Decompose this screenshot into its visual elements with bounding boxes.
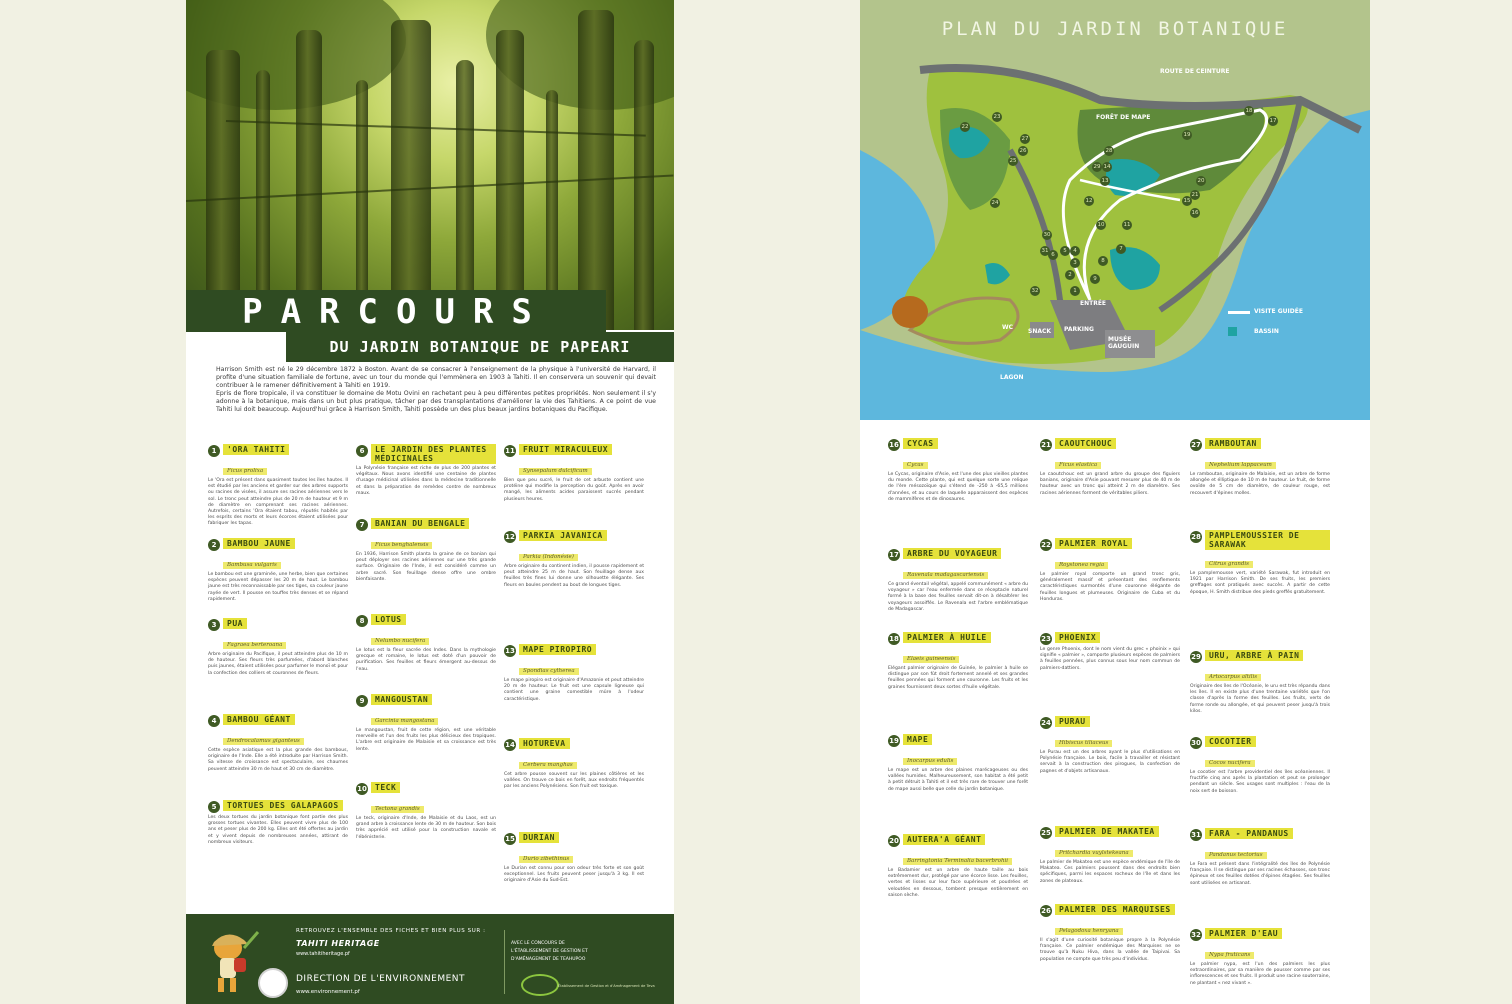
plant-entry [1190,736,1330,795]
entry-scientific-name: Nypa fruticans [1205,952,1254,959]
entry-description: Le palmier de Makatea est une espèce endémique de l'île de Makatea. Ces palmiers poussent dans des endroits bien spécifiques, parmi les espaces rocheux de l'île et dans les zones de plateaux. [1040,860,1181,884]
entry-number-badge: 15 [505,835,515,843]
entry-number-badge: 25 [1041,829,1051,837]
entry-description: Le cocotier est l'arbre providentiel des îles océaniennes. Il fructifie cinq ans après la plantation et peut se prolonger pendant un siècle. Ses usages sont multiples : l'eau de la noix sert de boisson. [1190,770,1330,794]
entry-name: AUTERA'A GÉANT [903,834,985,845]
footer-retrouvez: RETROUVEZ L'ENSEMBLE DES FICHES ET BIEN PLUS SUR : [296,928,486,934]
entry-number-badge: 32 [1191,931,1201,939]
entry-description: Bien que peu sucré, le fruit de cet arbuste contient une protéine qui modifie la perception du goût. Après en avoir mangé, les aliments acides paraissent sucrés pendant plusieurs heures. [504,478,644,502]
entry-header [208,618,348,631]
map-title: PLAN DU JARDIN BOTANIQUE [941,18,1289,40]
entry-description: Le mape est un arbre des plaines marécageuses ou des vallées humides. Malheureusement, son habitat a été petit à petit détruit à Tahiti et il est très rare de trouver une forêt de mape aussi belle que celle du jardin botanique. [888,768,1028,792]
plant-entry [1190,530,1330,596]
entry-description: La Polynésie française est riche de plus de 200 plantes et végétaux. Nous avons identifié une centaine de plantes d'usage médicinal utilisées dans la médecine traditionnelle et dans la préparation de remèdes contre de nombreux maux. [356,466,496,496]
entry-name: BAMBOU GÉANT [223,714,295,725]
plant-entry [888,632,1028,691]
entry-scientific-name: Roystonea regia [1055,562,1108,569]
entry-number-badge: 13 [505,647,515,655]
entry-number-badge: 7 [356,519,368,531]
map-marker: 9 [1090,274,1100,284]
entry-header [888,438,1028,451]
plant-entry [504,832,644,885]
entry-scientific-name: Artocarpus altilis [1205,674,1261,681]
entry-description: Arbre originaire du continent indien, il pousse rapidement et peut atteindre 25 m de haut. Son feuillage dense aux feuilles très fines lui donne une silhouette élégante. Ses fleurs en boules pendent au bout de longues tiges. [504,564,644,588]
entry-description: Le Cycas, originaire d'Asie, est l'une des plus vieilles plantes du monde. Cette plante, qui est quelque sorte une relique de l'ère mésozoïque qui s'étend de -250 à -65,5 millions d'années, et au cours de laquelle apparaissent des espèces de mammifères et de dinosaures. [888,472,1028,502]
map-marker: 26 [1019,148,1027,154]
entry-header [208,800,348,813]
tree-trunk [496,30,524,330]
tree-trunk [296,30,322,330]
footer-divider [504,930,505,994]
entry-description: Le 'Ora est présent dans quasiment toutes les îles hautes. Il est étudié par les anciens et garder sur des arbres supports ou racines de visées, il assure ses racines aériennes vers le sol. Le tronc peut atteindre plus de 20 m de hauteur et 9 m de diamètre en comprenant ses racines aériennes. Autrefois, certains 'Ora étaient tabou, réputés habités par les esprits des morts et leurs écorces étaient utilisées pour fabriquer les tapas. [208,478,348,527]
entry-name: PURAU [1055,716,1090,727]
entry-scientific-name: Pandanus tectorius [1205,852,1267,859]
entry-name: PALMIER DES MARQUISES [1055,904,1175,915]
entry-name: TECK [371,782,400,793]
entry-number-badge: 4 [208,715,220,727]
map-marker: 22 [961,124,969,130]
entry-header [1190,828,1330,841]
map-drawing [860,0,1370,420]
entry-scientific-name: Spondias cytherea [519,668,579,675]
entry-description: Arbre originaire du Pacifique, il peut atteindre plus de 10 m de hauteur. Ses fleurs très parfumées, d'abord blanches puis jaunes, étaient utilisées pour parfumer le monoï et pour la confection des colliers et couronnes de fleurs. [208,652,348,676]
entry-description: Le Purau est un des arbres ayant le plus d'utilisations en Polynésie française. Le bois, facile à travailler et résistant servait à la construction des pirogues, la confection de pagnes et d'objets artisanaux. [1040,750,1180,774]
plant-entry [356,444,496,497]
entry-scientific-name: Nephelium lappaceum [1205,462,1276,469]
entry-header [504,444,644,457]
entry-description: Originaire des îles de l'Océanie, le uru est très répandu dans les îles. Il en existe plus d'une trentaine variétés que l'on classe d'après la forme des feuilles. Les fruits, verts de forme ronde ou allongée, et qui peuvent peser jusqu'à trois kilos. [1190,684,1330,714]
entry-name: LOTUS [371,614,406,625]
map-marker: 8 [1098,256,1108,266]
entry-name: PALMIER ROYAL [1055,538,1132,549]
entry-name: PHOENIX [1055,632,1100,643]
map-marker: 18 [1245,108,1253,114]
entry-scientific-name: Pelagodoxa henryana [1055,928,1123,935]
footer-env-url[interactable]: www.environnement.pf [296,989,360,995]
entry-name: ARBRE DU VOYAGEUR [903,548,1001,559]
footer-tahiti-heritage: TAHITI HERITAGE [296,939,380,948]
map-marker: 17 [1269,118,1277,124]
map-marker: 23 [993,114,1001,120]
poster-footer [186,914,674,1004]
entry-name: MAPE [903,734,932,745]
entry-header [504,832,644,845]
map-marker: 27 [1021,136,1029,142]
entry-header [1190,736,1330,749]
entry-header [1040,538,1180,551]
entry-header [1040,716,1180,729]
legend-guided-path-swatch [1228,311,1250,314]
legend-pool-swatch [1228,327,1237,336]
mascot-explorer-icon [204,928,260,998]
entry-description: Le palmier royal comporte un grand tronc gris, généralement massif et présentant des renflements caractéristiques surmontés d'une couronne élégante de feuilles longues et plumeuses. Originaire de Cuba et du Honduras. [1040,572,1180,602]
plant-entry [356,614,496,673]
entry-number-badge: 28 [1191,533,1201,541]
entry-scientific-name: Citrus grandis [1205,561,1253,568]
plant-entry [504,644,644,703]
entry-number-badge: 11 [505,447,515,455]
entry-number-badge: 3 [208,619,220,631]
entry-name: FARA - PANDANUS [1205,828,1293,839]
map-marker: 24 [991,200,999,206]
entry-number-badge: 22 [1041,541,1051,549]
entry-header [356,782,496,795]
entry-header [1190,438,1330,451]
entry-scientific-name: Elaeis guineensis [903,656,959,663]
plant-entry [356,782,496,841]
entry-scientific-name: Cycas [903,462,928,469]
partner-logo-icon [521,974,559,996]
entry-scientific-name: Hibiscus tiliaceus [1055,740,1112,747]
plant-entry [208,618,348,677]
map-marker: 13 [1101,178,1109,184]
entry-scientific-name: Tectona grandis [371,806,424,813]
entry-number-badge: 14 [505,741,515,749]
entry-name: MAPE PIROPIRO [519,644,596,655]
plant-entry [1190,438,1330,497]
entry-header [888,548,1028,561]
entry-scientific-name: Ficus benghalensis [371,542,432,549]
entry-number-badge: 1 [208,445,220,457]
plant-entry [1190,928,1330,987]
entry-description: Le mangoustan, fruit de cette région, est une véritable merveille et l'un des fruits les plus délicieux des tropiques. L'arbre est originaire de Malaisie et sa croissance est très lente. [356,728,496,752]
entry-header [1040,904,1180,917]
map-label-route: ROUTE DE CEINTURE [1160,68,1230,75]
entry-header [356,614,496,627]
entry-name: BAMBOU JAUNE [223,538,295,549]
entry-scientific-name: Cerbera manghas [519,762,577,769]
entry-header [356,694,496,707]
entry-header [888,834,1028,847]
plant-entry [1040,716,1180,775]
map-marker: 19 [1183,132,1191,138]
map-marker: 4 [1070,246,1080,256]
plant-entry [356,518,496,583]
entry-scientific-name: Nelumbo nucifera [371,638,429,645]
entry-name: PARKIA JAVANICA [519,530,607,541]
entry-scientific-name: Ficus elastica [1055,462,1101,469]
map-marker: 21 [1191,192,1199,198]
map-marker: 6 [1048,250,1058,260]
entry-description: Il s'agit d'une curiosité botanique propre à la Polynésie française. Ce palmier endémique des Marquises ne se trouve qu'à Nuku Hiva, dans la vallée de Taipivai. Sa population ne compte que très peu d'individus. [1040,938,1180,962]
map-label-foret: FORÊT DE MAPE [1096,114,1151,121]
entry-description: Le bambou est une graminée, une herbe, bien que certaines espèces peuvent dépasser les 20 m de haut. Le bambou jaune est très reconnaissable par ses tiges, sa couleur jaune rayée de vert. Il pousse en touffes très denses et se répand rapidement. [208,572,348,602]
tree-trunk [206,50,240,330]
plant-entry [888,548,1028,613]
map-marker: 10 [1097,222,1105,228]
map-marker: 30 [1043,232,1051,238]
map-marker: 1 [1070,286,1080,296]
partner-logo-text: Établissement de Gestion et d'Aménagement de Teva [558,984,655,988]
poster-subtitle: DU JARDIN BOTANIQUE DE PAPEARI [329,338,631,356]
entry-name: PALMIER À HUILE [903,632,991,643]
entry-number-badge: 2 [208,539,220,551]
tree-trunk [634,40,654,330]
map-marker: 12 [1085,198,1093,204]
entry-number-badge: 9 [356,695,368,707]
entry-number-badge: 29 [1191,653,1201,661]
entry-header [208,538,348,551]
entry-number-badge: 19 [889,737,899,745]
tree-trunk [391,20,431,330]
entry-header [1190,650,1330,663]
map-marker: 25 [1009,158,1017,164]
entry-description: Cet arbre pousse souvent sur les plaines côtières et les vallées. On trouve ce bois en forêt, aux endroits fréquentés par les anciens Polynésiens. Son fruit est toxique. [504,772,644,790]
map-marker: 2 [1065,270,1075,280]
entry-header [1190,530,1330,550]
entry-name: BANIAN DU BENGALE [371,518,469,529]
plant-entry [1190,828,1330,887]
entry-number-badge: 31 [1191,831,1201,839]
entry-number-badge: 18 [889,635,899,643]
map-marker: 29 [1093,164,1101,170]
entry-description: Ce grand éventail végétal, appelé communément « arbre du voyageur » car l'eau enfermée dans ce réceptacle naturel formé à la base des feuilles servait dit-on à désaltérer les voyageurs assoiffés. Le Ravenala est l'arbre emblématique de Madagascar. [888,582,1028,612]
plant-entry [1040,904,1180,963]
entry-header [504,738,644,751]
entry-name: PAMPLEMOUSSIER DE SARAWAK [1205,530,1330,550]
map-marker: 20 [1197,178,1205,184]
entry-description: Elégant palmier originaire de Guinée, le palmier à huile se distingue par son fût droit fortement annelé et ses grandes feuilles pennées qui forment une couronne. Les fruits et les graines fournissent deux sortes d'huile végétale. [888,666,1028,690]
entry-number-badge: 16 [889,441,899,449]
entry-header [1040,438,1180,451]
entry-number-badge: 30 [1191,739,1201,747]
intro-paragraph: Epris de flore tropicale, il va constituer le domaine de Motu Ovini en rachetant peu à peu différentes petites propriétés. Non seulement il s'y adonne à la botanique, mais dans un but plus pratique, tâcher par des transplantations d'améliorer la vie des Tahitiens. A ce point de vue Tahiti lui doit beaucoup. Aujourd'hui grâce à Harrison Smith, Tahiti possède un des plus beaux jardins botaniques du Pacifique. [216,390,656,414]
right-poster [860,0,1370,1004]
entry-header [1190,928,1330,941]
entry-name: PUA [223,618,247,629]
plant-entry [208,800,348,846]
plant-entry [208,444,348,528]
intro-text [216,366,656,415]
entry-number-badge: 12 [505,533,515,541]
map-label-entree: ENTRÉE [1080,300,1107,307]
map-label-parking: PARKING [1064,326,1094,333]
entry-description: Le Badamier est un arbre de haute taille au bois extrêmement dur, protégé par une écorce lisse. Les feuilles, vertes et lisses sur leur face supérieure et poudrées et veloutées en dessous, tombent presque entièrement en saison sèche. [888,868,1028,898]
plant-entry [1190,650,1330,715]
entry-description: Le genre Phoenix, dont le nom vient du grec « phoinix » qui signifie « palmier », comporte plusieurs espèces de palmiers à feuilles pennées, plus connus sous leur nom commun de palmiers-dattiers. [1040,647,1180,671]
entry-scientific-name: Barringtonia Terminalia bacerbrohii [903,858,1012,865]
entry-header [208,444,348,457]
entry-header [356,444,496,464]
entry-description: Le ramboutan, originaire de Malaisie, est un arbre de forme allongée et élliptique de 10 m de hauteur. Le fruit, de forme ovoïde de 5 cm de diamètre, de couleur rouge, est recouvert d'épines molles. [1190,472,1330,496]
map-marker: 7 [1116,244,1126,254]
entry-description: Le pamplemousse vert, variété Sarawak, fut introduit en 1921 par Harrison Smith. De ses fruits, les premiers greffages sont pratiqués avec succès. A partir de cette époque, H. Smith distribue des pieds greffés gratuitement. [1190,571,1330,595]
entry-name: URU, ARBRE À PAIN [1205,650,1303,661]
map-marker: 28 [1105,148,1113,154]
entry-scientific-name: Cocos nucifera [1205,760,1255,767]
entry-description: Le lotus est la fleur sacrée des Indes. Dans la mythologie grecque et romaine, le lotus est doté d'un pouvoir de purification. Ses feuilles et fleurs émergent au-dessus de l'eau. [356,648,496,672]
plant-entry [888,834,1028,899]
map-label-wc: WC [1002,324,1014,331]
entry-name: PALMIER DE MAKATEA [1055,826,1159,837]
footer-direction: DIRECTION DE L'ENVIRONNEMENT [296,974,466,984]
map-marker: 3 [1070,258,1080,268]
tree-trunk [578,10,614,330]
entry-header [356,518,496,531]
plant-entry [356,694,496,753]
plant-entry [1040,538,1180,603]
entry-scientific-name: Ficus prolixa [223,468,267,475]
entry-number-badge: 20 [889,837,899,845]
entry-name: DURIAN [519,832,559,843]
map-marker: 14 [1103,164,1111,170]
entry-scientific-name: Ravenala madagascariensis [903,572,988,579]
map-marker: 11 [1123,222,1131,228]
legend-visite: VISITE GUIDÉE [1254,308,1303,315]
entry-name: RAMBOUTAN [1205,438,1261,449]
plant-entry [888,438,1028,503]
map-marker: 16 [1191,210,1199,216]
plant-entry [208,714,348,773]
entry-description: Le teck, originaire d'Inde, de Malaisie et du Laos, est un grand arbre à croissance lente de 30 m de hauteur. Son bois très apprécié est utilisé pour la construction navale et l'ébénisterie. [356,816,496,840]
entry-scientific-name: Pritchardia vuylstekeana [1055,850,1133,857]
plant-entry [504,444,644,503]
entry-description: Le caoutchouc est un grand arbre du groupe des figuiers banians, originaire d'Asie pouvant mesurer plus de 40 m de hauteur avec un tronc qui atteint 2 m de diamètre. Ses racines aériennes forment de véritables piliers. [1040,472,1180,496]
entry-name: TORTUES DES GALAPAGOS [223,800,343,811]
map-label-lagon: LAGON [1000,374,1024,381]
plant-entry [1040,826,1180,885]
legend-bassin: BASSIN [1254,328,1279,335]
entry-name: PALMIER D'EAU [1205,928,1282,939]
plant-entry [208,538,348,603]
entry-description: Le Durian est connu pour son odeur très forte et son goût exceptionnel. Les fruits peuvent peser jusqu'à 3 kg. Il est originaire d'Asie du Sud-Est. [504,866,644,884]
entry-scientific-name: Garcinia mangostana [371,718,438,725]
entry-name: 'ORA TAHITI [223,444,289,455]
entry-scientific-name: Synsepalum dulcificum [519,468,592,475]
entry-description: En 1936, Harrison Smith planta la graine de ce banian qui peut déployer ses racines aériennes sur une très grande surface. Originaire de l'Inde, il est considéré comme un arbre sacré. Son feuillage dense offre une ombre bienfaisante. [356,552,496,582]
entry-number-badge: 27 [1191,441,1201,449]
garden-map [860,0,1370,420]
entry-header [504,530,644,543]
entry-header [208,714,348,727]
entry-scientific-name: Fagraea berteroana [223,642,286,649]
entry-header [1040,826,1180,839]
map-marker: 5 [1060,246,1070,256]
entry-name: HOTUREVA [519,738,570,749]
entry-description: Le palmier nypa, est l'un des palmiers les plus extraordinaires, par sa manière de pousser comme par ses inflorescences et ses fruits. Il produit une racine souterraine, ne plantant « nez vivant ». [1190,962,1330,986]
plant-entry [1040,438,1180,497]
plant-entry [888,734,1028,793]
entry-header [888,734,1028,747]
map-label-snack: SNACK [1028,328,1052,335]
plant-entry [1040,632,1180,672]
entry-name: CAOUTCHOUC [1055,438,1116,449]
hero-photo-banyan-forest [186,0,674,330]
entry-number-badge: 21 [1041,441,1051,449]
entry-scientific-name: Bambusa vulgaris [223,562,281,569]
government-seal-icon [258,968,288,998]
entry-header [504,644,644,657]
entry-name: COCOTIER [1205,736,1256,747]
entry-scientific-name: Durio zibethinus [519,856,573,863]
entry-description: Le mape piropiro est originaire d'Amazonie et peut atteindre 20 m de hauteur. Le fruit est une capsule ligneuse qui contient une graine comestible mûre à l'odeur caractéristique. [504,678,644,702]
entry-number-badge: 23 [1041,635,1051,643]
entry-description: Les deux tortues du jardin botanique font partie des plus grosses tortues vivantes. Elles peuvent vivre plus de 100 ans et peser plus de 200 kg. Elles ont été offertes au jardin et y vivent depuis de nombreuses années, attirant de nombreux visiteurs. [208,815,348,845]
entry-scientific-name: Parkia (Indonésie) [519,554,578,561]
plant-entry [504,738,644,791]
entry-number-badge: 17 [889,551,899,559]
entry-name: FRUIT MIRACULEUX [519,444,612,455]
map-marker: 32 [1031,288,1039,294]
map-marker: 15 [1183,198,1191,204]
plant-entry [504,530,644,589]
entry-description: Cette espèce asiatique est la plus grande des bambous, originaire de l'Inde. Elle a été introduite par Harrison Smith. Sa vitesse de croissance est spectaculaire, ses chaumes peuvent atteindre 30 m de haut et 30 cm de diamètre. [208,748,348,772]
entry-name: CYCAS [903,438,938,449]
entry-name: LE JARDIN DES PLANTES MÉDICINALES [371,444,496,464]
entry-number-badge: 10 [357,785,367,793]
entry-description: Le Fara est présent dans l'intégralité des îles de Polynésie française. Il se distingue par ses racines échasses, son tronc épineux et ses feuilles dotées d'épines étagées. Ses feuilles sont utilisées en artisanat. [1190,862,1330,886]
entry-number-badge: 6 [356,445,368,457]
entry-header [1040,632,1180,645]
entry-scientific-name: Inocarpus edulis [903,758,957,765]
entry-header [888,632,1028,645]
map-label-musee: MUSÉE GAUGUIN [1108,336,1140,350]
left-poster [186,0,674,1004]
entry-number-badge: 5 [208,801,220,813]
entry-number-badge: 26 [1041,907,1051,915]
footer-partner-text: AVEC LE CONCOURS DE L'ÉTABLISSEMENT DE GESTION ET D'AMÉNAGEMENT DE TEAHUPOO [511,941,588,962]
entry-number-badge: 24 [1041,719,1051,727]
entry-name: MANGOUSTAN [371,694,432,705]
poster-title: PARCOURS [242,292,550,332]
entry-scientific-name: Dendrocalamus giganteus [223,738,304,745]
intro-paragraph: Harrison Smith est né le 29 décembre 1872 à Boston. Avant de se consacrer à l'enseignement de la physique à l'université de Harvard, il profite d'une situation familiale de fortune, avec un tour du monde qui l'emmènera en 1903 à Tahiti. Il en conservera un souvenir qui devait contribuer à le ramener définitivement à Tahiti en 1919. [216,366,656,390]
footer-tahiti-url[interactable]: www.tahitiheritage.pf [296,951,350,957]
map-marker: 31 [1041,248,1049,254]
entry-number-badge: 8 [356,615,368,627]
